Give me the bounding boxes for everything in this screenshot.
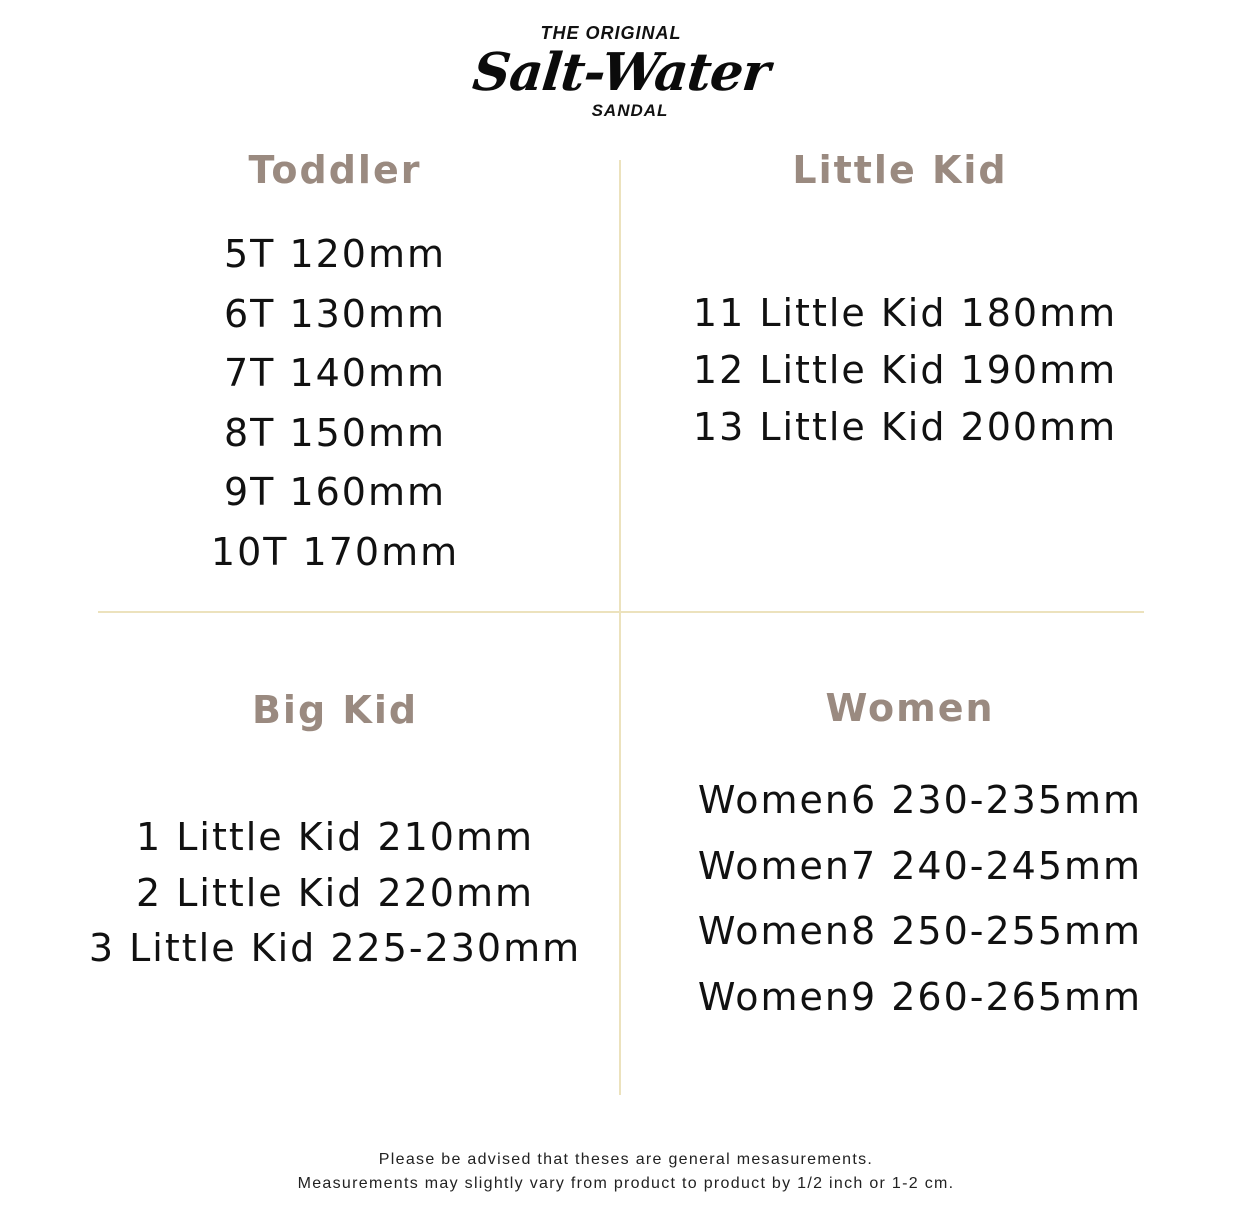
size-row: 8T 150mm [223, 410, 447, 455]
size-row: 5T 120mm [223, 232, 447, 276]
size-row: 11 Little Kid 180mm [692, 291, 1118, 335]
size-row: Women6 230-235mm [697, 778, 1143, 822]
size-row: 7T 140mm [223, 351, 447, 395]
little-kid-heading: Little Kid [792, 148, 1008, 192]
size-row: 2 Little Kid 220mm [135, 870, 535, 915]
toddler-heading: Toddler [248, 148, 422, 192]
disclaimer-line-2: Measurements may slightly vary from product to product by 1/2 inch or 1-2 cm. [297, 1175, 955, 1192]
big-kid-heading: Big Kid [251, 688, 419, 732]
logo-wordmark: Salt-Water [469, 42, 773, 103]
size-row: 1 Little Kid 210mm [135, 815, 535, 859]
brand-logo [0, 22, 1242, 120]
size-row: Women7 240-245mm [697, 843, 1143, 888]
size-row: Women8 250-255mm [697, 909, 1143, 953]
size-row: Women9 260-265mm [697, 974, 1143, 1019]
toddler-size-list [120, 225, 550, 582]
size-row: 13 Little Kid 200mm [692, 405, 1118, 449]
size-row: 9T 160mm [223, 470, 447, 514]
logo-tagline-bottom: SANDAL [591, 101, 669, 120]
size-row: 12 Little Kid 190mm [692, 348, 1118, 392]
big-kid-size-list [60, 810, 610, 977]
vertical-divider [619, 160, 621, 1095]
disclaimer [0, 1148, 1242, 1196]
women-heading: Women [825, 686, 995, 730]
size-row: 6T 130mm [223, 291, 447, 336]
logo-tagline-top: THE ORIGINAL [540, 23, 682, 43]
horizontal-divider [98, 611, 1144, 613]
size-row: 3 Little Kid 225-230mm [88, 926, 582, 970]
little-kid-size-list [660, 285, 1150, 456]
disclaimer-line-1: Please be advised that theses are general mesasurements. [378, 1151, 874, 1168]
women-size-list [690, 768, 1150, 1030]
size-row: 10T 170mm [210, 529, 460, 574]
